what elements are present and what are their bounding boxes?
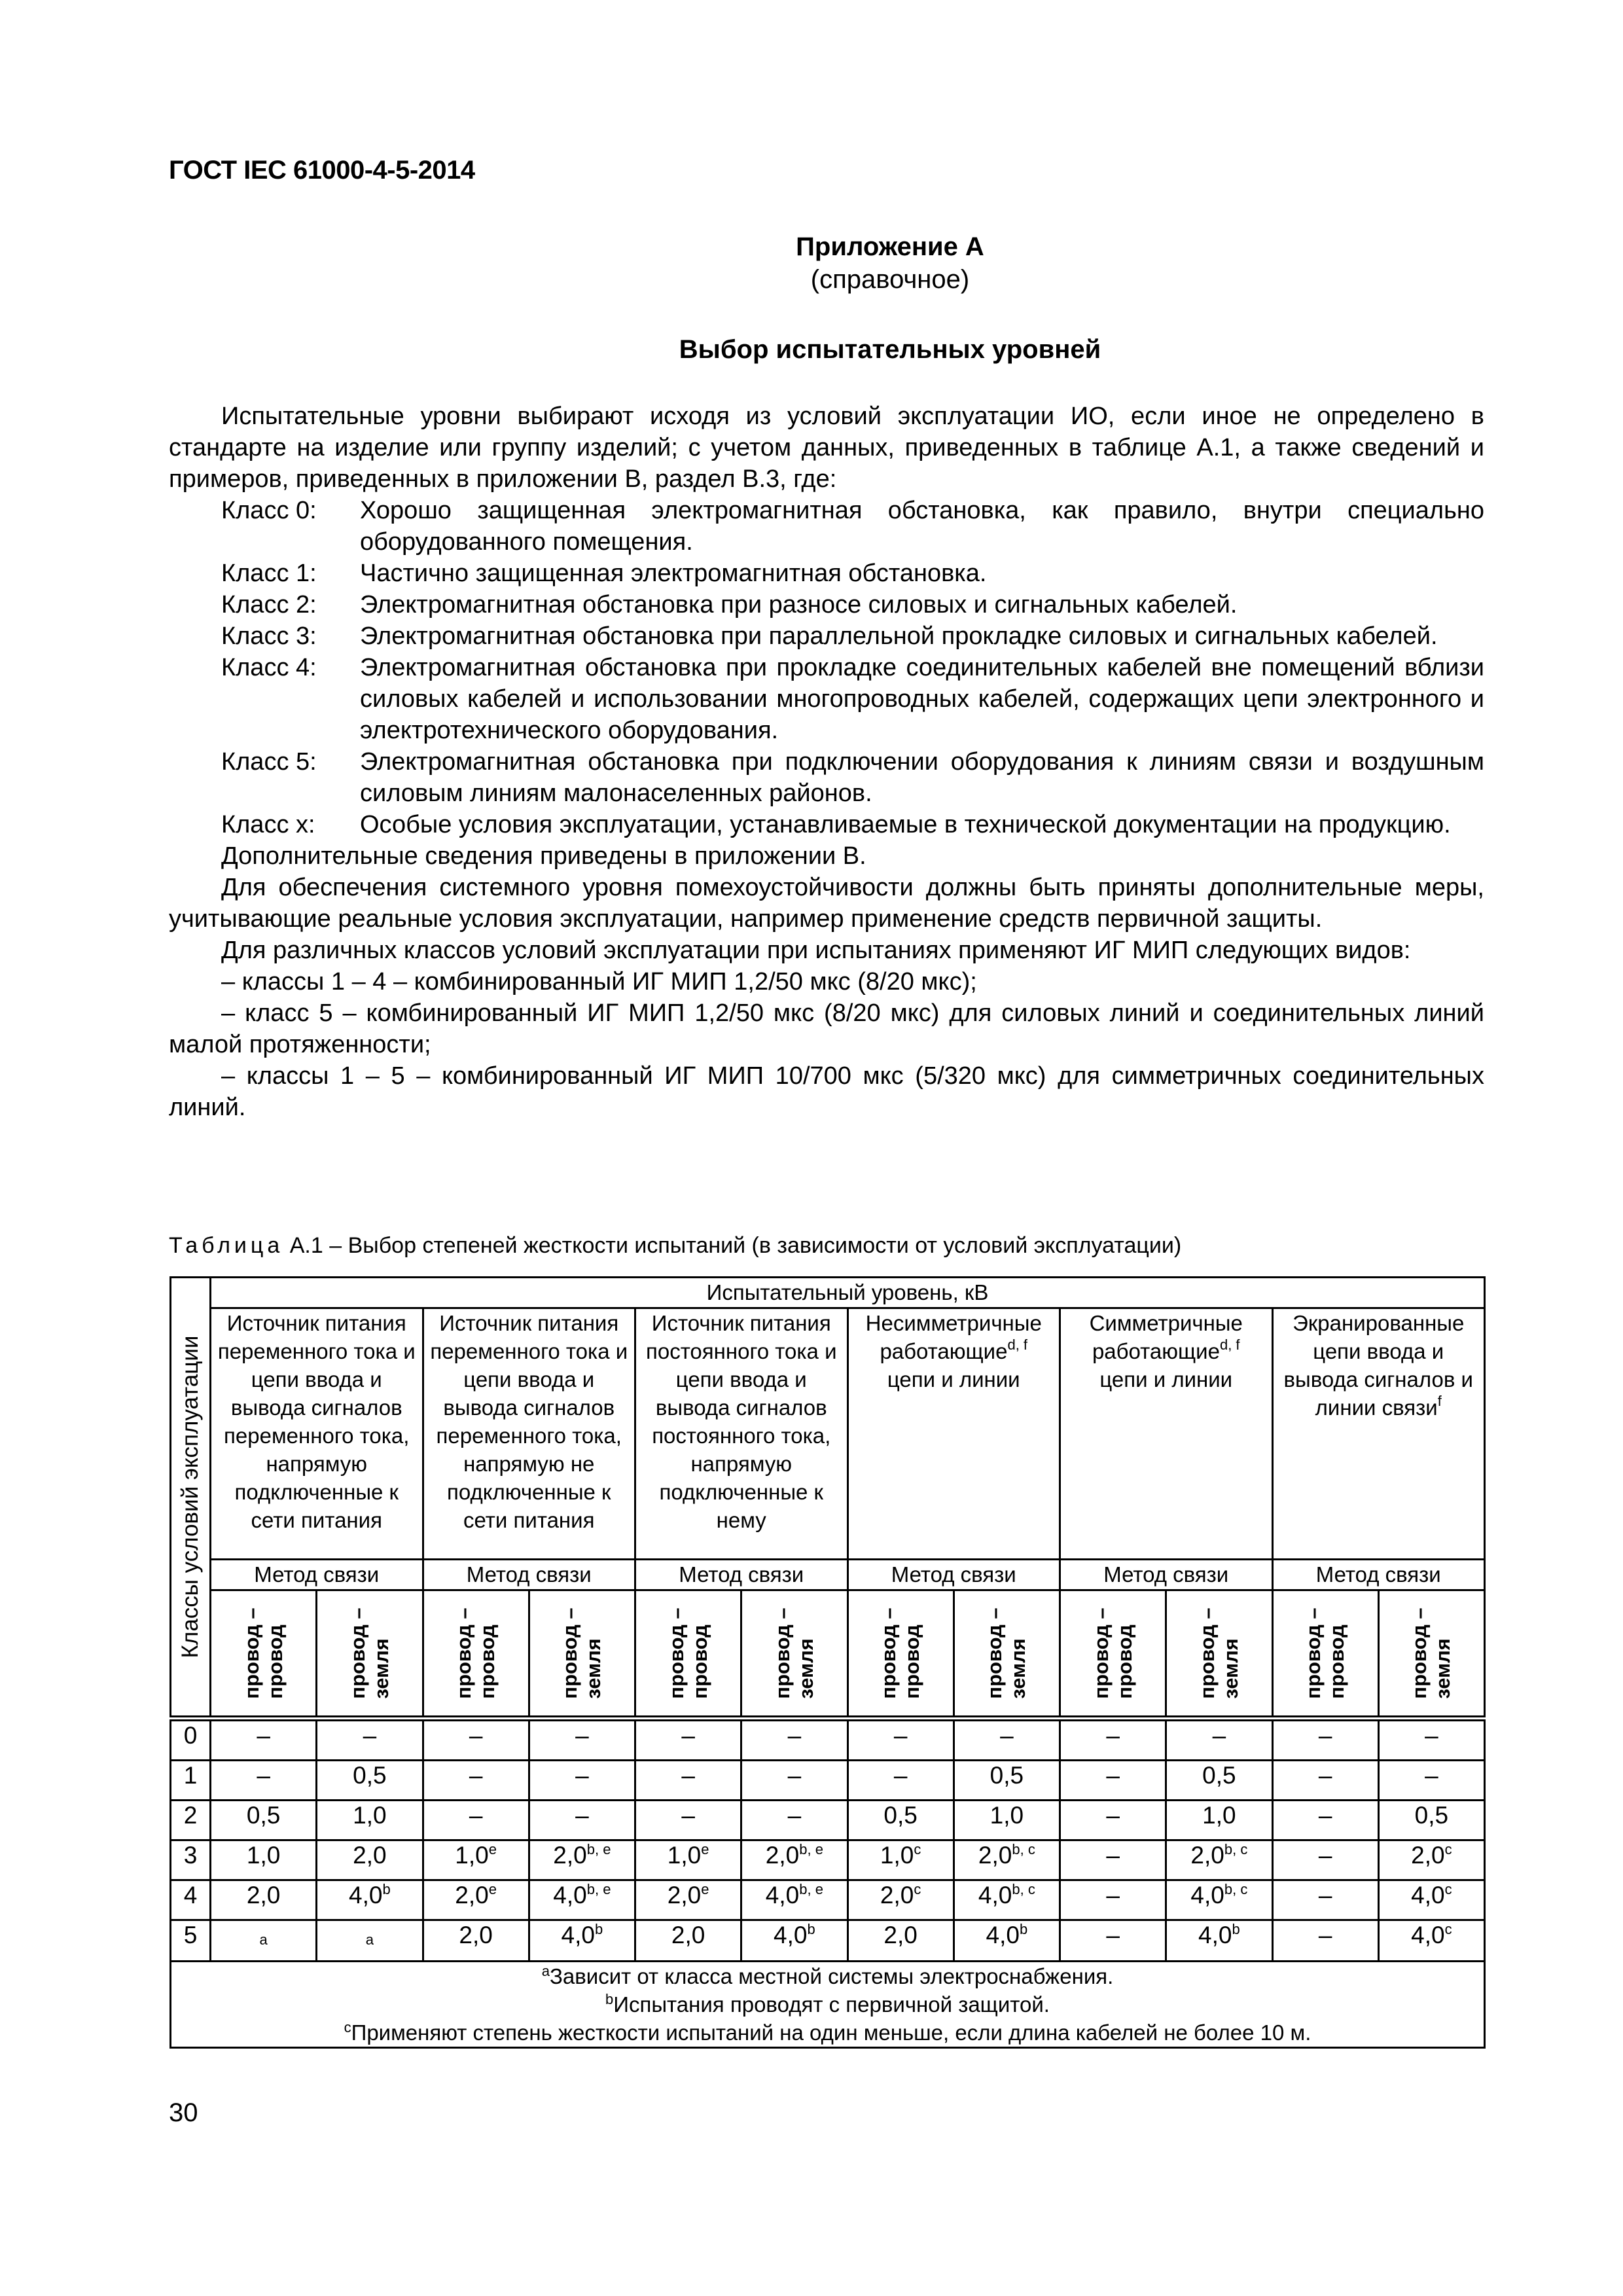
table-header-row bbox=[171, 1278, 1485, 1308]
level-cell bbox=[1272, 1880, 1378, 1920]
level-cell bbox=[741, 1920, 847, 1962]
class-column-header-text: Классы условий эксплуатации bbox=[177, 1335, 203, 1659]
footnote-mark: b bbox=[1232, 1921, 1240, 1937]
level-cell bbox=[954, 1880, 1060, 1920]
class-text: Электромагнитная обстановка при прокладке соединительных кабелей вне помещений вблизи силовых кабелей и использовании многопроводных кабелей, содержащих цепи электронного и электротехнического оборудования. bbox=[360, 654, 1484, 744]
level-cell bbox=[847, 1920, 954, 1962]
level-cell bbox=[1378, 1920, 1484, 1962]
level-value: 1,0 bbox=[353, 1802, 387, 1829]
coupling-header-text: провод – земля bbox=[1195, 1607, 1242, 1699]
footnote-mark: d, f bbox=[1219, 1336, 1240, 1353]
level-cell bbox=[529, 1719, 635, 1761]
footnotes-cell bbox=[171, 1962, 1485, 2048]
class-cell: 2 bbox=[171, 1801, 211, 1840]
coupling-header-text: провод – провод bbox=[664, 1607, 711, 1699]
table-caption-text: А.1 – Выбор степеней жесткости испытаний (в зависимости от условий эксплуатации) bbox=[283, 1233, 1182, 1258]
footnote bbox=[171, 1990, 1484, 2018]
method-label: Метод связи bbox=[423, 1560, 635, 1590]
coupling-header-text: провод – земля bbox=[983, 1607, 1030, 1699]
coupling-line-to-earth-header bbox=[1378, 1590, 1484, 1719]
level-cell bbox=[635, 1880, 741, 1920]
footnote-mark: a bbox=[365, 1931, 374, 1948]
level-cell bbox=[423, 1880, 529, 1920]
level-value: – bbox=[575, 1722, 589, 1749]
system-paragraph: Для обеспечения системного уровня помехоустойчивости должны быть приняты дополнительные меры, учитывающие реальные условия эксплуатации, например применение средств первичной защиты. bbox=[169, 874, 1484, 933]
level-value: – bbox=[1318, 1842, 1332, 1869]
appendix-subtitle: (справочное) bbox=[810, 265, 970, 294]
class-text: Электромагнитная обстановка при параллельной прокладке силовых и сигнальных кабелей. bbox=[360, 622, 1438, 650]
level-cell bbox=[1378, 1840, 1484, 1880]
class-label: Класс 5: bbox=[221, 748, 317, 776]
level-cell bbox=[1166, 1920, 1272, 1962]
class-item bbox=[221, 746, 1484, 809]
footnote-mark: b, c bbox=[1224, 1841, 1248, 1857]
level-cell bbox=[1166, 1801, 1272, 1840]
level-cell bbox=[211, 1719, 317, 1761]
footnote-mark: c bbox=[344, 2019, 351, 2036]
level-cell bbox=[741, 1880, 847, 1920]
level-cell bbox=[1060, 1761, 1166, 1801]
level-cell bbox=[635, 1719, 741, 1761]
level-cell bbox=[1272, 1719, 1378, 1761]
footnote-mark: c bbox=[1444, 1881, 1452, 1897]
group-header-dc: Источник питания постоянного тока и цепи ввода и вывода сигналов постоянного тока, напрямую подключенные к нему bbox=[635, 1308, 848, 1560]
level-header: Испытательный уровень, кВ bbox=[211, 1278, 1485, 1308]
level-value: 2,0 bbox=[353, 1842, 387, 1869]
footnote-mark: f bbox=[1437, 1393, 1442, 1409]
level-cell bbox=[1060, 1920, 1166, 1962]
coupling-line-to-line-header bbox=[1060, 1590, 1166, 1719]
footnote-mark: b bbox=[382, 1881, 391, 1897]
level-cell bbox=[529, 1880, 635, 1920]
level-value: 4,0 bbox=[1198, 1922, 1232, 1948]
level-cell bbox=[847, 1840, 954, 1880]
table-caption-prefix: Таблица bbox=[169, 1233, 284, 1258]
level-cell bbox=[317, 1801, 423, 1840]
footnote-mark: e bbox=[488, 1841, 497, 1857]
level-cell bbox=[954, 1761, 1060, 1801]
group-header-text: Несимметричные работающие bbox=[865, 1311, 1042, 1363]
level-value: – bbox=[469, 1722, 483, 1749]
level-value: 4,0 bbox=[765, 1882, 800, 1909]
class-item bbox=[221, 495, 1484, 558]
level-cell bbox=[847, 1801, 954, 1840]
footnote-mark: b, c bbox=[1012, 1881, 1035, 1897]
table-row bbox=[171, 1840, 1485, 1880]
class-label: Класс 1: bbox=[221, 560, 317, 587]
level-value: – bbox=[1106, 1842, 1120, 1869]
level-cell bbox=[1272, 1920, 1378, 1962]
coupling-header-text: провод – земля bbox=[1408, 1607, 1455, 1699]
footnote-mark: c bbox=[1444, 1841, 1452, 1857]
level-cell bbox=[1060, 1840, 1166, 1880]
level-cell bbox=[211, 1840, 317, 1880]
level-value: – bbox=[1318, 1722, 1332, 1749]
coupling-line-to-earth-header bbox=[529, 1590, 635, 1719]
level-cell bbox=[423, 1801, 529, 1840]
footnote-mark: a bbox=[259, 1931, 268, 1948]
bullet-item: – классы 1 – 4 – комбинированный ИГ МИП 1,2/50 мкс (8/20 мкс); bbox=[221, 968, 977, 996]
group-header-text: Экранированные цепи ввода и вывода сигналов и линии связи bbox=[1283, 1311, 1473, 1420]
level-value: – bbox=[681, 1762, 695, 1789]
method-label: Метод связи bbox=[211, 1560, 423, 1590]
coupling-header-text: провод – земля bbox=[346, 1607, 393, 1699]
group-header-ac-direct: Источник питания переменного тока и цепи ввода и вывода сигналов переменного тока, напрямую подключенные к сети питания bbox=[211, 1308, 423, 1560]
level-value: 2,0 bbox=[883, 1922, 918, 1948]
class-item bbox=[221, 589, 1484, 620]
level-cell bbox=[211, 1761, 317, 1801]
level-value: – bbox=[1106, 1882, 1120, 1909]
level-cell bbox=[741, 1761, 847, 1801]
class-text: Электромагнитная обстановка при разносе силовых и сигнальных кабелей. bbox=[360, 591, 1238, 619]
level-cell bbox=[423, 1719, 529, 1761]
level-cell bbox=[211, 1880, 317, 1920]
level-value: – bbox=[1425, 1722, 1438, 1749]
group-header-ac-indirect: Источник питания переменного тока и цепи ввода и вывода сигналов переменного тока, напрямую не подключенные к сети питания bbox=[423, 1308, 635, 1560]
section-title: Выбор испытательных уровней bbox=[679, 335, 1101, 364]
level-value: 0,5 bbox=[990, 1762, 1024, 1789]
footnote-mark: d, f bbox=[1007, 1336, 1028, 1353]
coupling-line-to-line-header bbox=[423, 1590, 529, 1719]
table-body bbox=[171, 1719, 1485, 1962]
level-cell bbox=[529, 1920, 635, 1962]
level-value: 4,0 bbox=[774, 1922, 808, 1948]
class-cell: 4 bbox=[171, 1880, 211, 1920]
test-level-table bbox=[169, 1276, 1486, 2049]
coupling-line-to-earth-header bbox=[1166, 1590, 1272, 1719]
coupling-line-to-line-header bbox=[1272, 1590, 1378, 1719]
level-cell bbox=[317, 1840, 423, 1880]
level-value: 1,0 bbox=[246, 1842, 281, 1869]
level-cell bbox=[1060, 1801, 1166, 1840]
level-value: 4,0 bbox=[978, 1882, 1012, 1909]
level-value: – bbox=[363, 1722, 377, 1749]
group-header-text: цепи и линии bbox=[1099, 1367, 1233, 1391]
level-value: – bbox=[1318, 1922, 1332, 1948]
level-cell bbox=[741, 1719, 847, 1761]
level-value: – bbox=[787, 1762, 802, 1789]
level-value: 4,0 bbox=[553, 1882, 587, 1909]
coupling-line-to-earth-header bbox=[317, 1590, 423, 1719]
level-value: 2,0 bbox=[553, 1842, 587, 1869]
level-cell bbox=[1378, 1761, 1484, 1801]
footnote-mark: b bbox=[807, 1921, 815, 1937]
bullet-item: – класс 5 – комбинированный ИГ МИП 1,2/50 мкс (8/20 мкс) для силовых линий и соединительных линий малой протяженности; bbox=[169, 999, 1484, 1058]
level-value: 0,5 bbox=[883, 1802, 918, 1829]
level-value: – bbox=[681, 1722, 695, 1749]
footnotes-row bbox=[171, 1962, 1485, 2048]
footnote bbox=[171, 2018, 1484, 2047]
class-column-header bbox=[171, 1278, 211, 1719]
level-cell bbox=[423, 1840, 529, 1880]
group-header-row bbox=[171, 1308, 1485, 1560]
level-value: – bbox=[469, 1802, 483, 1829]
level-cell bbox=[847, 1719, 954, 1761]
intro-paragraph: Испытательные уровни выбирают исходя из условий эксплуатации ИО, если иное не определено в стандарте на изделие или группу изделий; с учетом данных, приведенных в таблице А.1, а также сведений и примеров, приведенных в приложении В, раздел В.3, где: bbox=[169, 403, 1484, 493]
document-code: ГОСТ IEC 61000-4-5-2014 bbox=[169, 156, 475, 185]
coupling-line-to-earth-header bbox=[954, 1590, 1060, 1719]
level-cell bbox=[211, 1801, 317, 1840]
level-value: 1,0 bbox=[667, 1842, 702, 1869]
level-value: – bbox=[1425, 1762, 1438, 1789]
level-cell bbox=[1166, 1761, 1272, 1801]
footnote-mark: a bbox=[541, 1963, 550, 1979]
level-value: 4,0 bbox=[986, 1922, 1020, 1948]
class-item bbox=[221, 809, 1484, 840]
footnote-mark: e bbox=[701, 1881, 709, 1897]
level-cell bbox=[1166, 1719, 1272, 1761]
level-cell bbox=[954, 1840, 1060, 1880]
level-cell bbox=[317, 1880, 423, 1920]
level-cell bbox=[847, 1761, 954, 1801]
group-header-unsymmetrical bbox=[847, 1308, 1060, 1560]
level-value: – bbox=[1318, 1762, 1332, 1789]
table-row bbox=[171, 1880, 1485, 1920]
method-row bbox=[171, 1560, 1485, 1590]
table-row bbox=[171, 1719, 1485, 1761]
class-item bbox=[221, 558, 1484, 589]
footnote-mark: e bbox=[488, 1881, 497, 1897]
footnote-mark: c bbox=[1444, 1921, 1452, 1937]
additional-paragraph: Дополнительные сведения приведены в приложении В. bbox=[221, 842, 866, 870]
method-label: Метод связи bbox=[847, 1560, 1060, 1590]
level-value: – bbox=[893, 1722, 908, 1749]
level-value: – bbox=[1106, 1762, 1120, 1789]
footnote-mark: e bbox=[701, 1841, 709, 1857]
level-cell bbox=[1378, 1719, 1484, 1761]
footnote-text: Применяют степень жесткости испытаний на один меньше, если длина кабелей не более 10 м. bbox=[351, 2020, 1311, 2045]
page-number: 30 bbox=[169, 2098, 198, 2127]
level-value: 0,5 bbox=[1202, 1762, 1236, 1789]
level-value: 4,0 bbox=[1411, 1922, 1445, 1948]
footnote-mark: b, e bbox=[586, 1841, 611, 1857]
level-value: – bbox=[787, 1802, 802, 1829]
level-cell bbox=[954, 1920, 1060, 1962]
level-cell bbox=[954, 1801, 1060, 1840]
level-cell bbox=[317, 1761, 423, 1801]
method-label: Метод связи bbox=[1272, 1560, 1485, 1590]
level-cell bbox=[317, 1920, 423, 1962]
level-value: – bbox=[1106, 1802, 1120, 1829]
level-cell bbox=[1166, 1880, 1272, 1920]
class-cell: 0 bbox=[171, 1719, 211, 1761]
level-cell bbox=[954, 1719, 1060, 1761]
table-row bbox=[171, 1801, 1485, 1840]
class-label: Класс x: bbox=[221, 811, 315, 838]
level-value: 2,0 bbox=[978, 1842, 1012, 1869]
class-cell: 1 bbox=[171, 1761, 211, 1801]
level-value: – bbox=[1000, 1722, 1014, 1749]
class-label: Класс 0: bbox=[221, 497, 317, 524]
level-value: – bbox=[469, 1762, 483, 1789]
level-cell bbox=[1060, 1719, 1166, 1761]
level-value: 2,0 bbox=[455, 1882, 489, 1909]
level-cell bbox=[1272, 1761, 1378, 1801]
level-value: 0,5 bbox=[353, 1762, 387, 1789]
level-value: – bbox=[1318, 1882, 1332, 1909]
level-value: 4,0 bbox=[1190, 1882, 1224, 1909]
coupling-line-to-line-header bbox=[847, 1590, 954, 1719]
footnote-mark: b, c bbox=[1224, 1881, 1248, 1897]
level-cell bbox=[1166, 1840, 1272, 1880]
table-row bbox=[171, 1761, 1485, 1801]
level-cell bbox=[423, 1920, 529, 1962]
level-value: 2,0 bbox=[1411, 1842, 1445, 1869]
body-text bbox=[169, 401, 1484, 1123]
coupling-line-to-line-header bbox=[211, 1590, 317, 1719]
level-cell bbox=[529, 1801, 635, 1840]
footnote-mark: b, e bbox=[799, 1881, 823, 1897]
bullet-item: – классы 1 – 5 – комбинированный ИГ МИП 10/700 мкс (5/320 мкс) для симметричных соединительных линий. bbox=[169, 1062, 1484, 1121]
class-label: Класс 3: bbox=[221, 622, 317, 650]
footnote bbox=[171, 1962, 1484, 1990]
footnote-mark: b bbox=[1019, 1921, 1028, 1937]
class-label: Класс 4: bbox=[221, 654, 317, 681]
class-item bbox=[221, 652, 1484, 746]
footnote-mark: b, e bbox=[586, 1881, 611, 1897]
coupling-line-to-line-header bbox=[635, 1590, 741, 1719]
table-caption bbox=[169, 1233, 1181, 1259]
level-value: 2,0 bbox=[880, 1882, 914, 1909]
level-value: 2,0 bbox=[246, 1882, 281, 1909]
appendix-title: Приложение А bbox=[796, 232, 984, 261]
group-header-symmetrical bbox=[1060, 1308, 1273, 1560]
level-cell bbox=[529, 1761, 635, 1801]
level-cell bbox=[1272, 1840, 1378, 1880]
method-label: Метод связи bbox=[1060, 1560, 1273, 1590]
table-row bbox=[171, 1920, 1485, 1962]
coupling-header-text: провод – провод bbox=[240, 1607, 287, 1699]
footnote-text: Испытания проводят с первичной защитой. bbox=[613, 1992, 1050, 2017]
coupling-header-text: провод – земля bbox=[770, 1607, 817, 1699]
level-value: 2,0 bbox=[1190, 1842, 1224, 1869]
level-value: 2,0 bbox=[765, 1842, 800, 1869]
coupling-subheader-row bbox=[171, 1590, 1485, 1719]
level-cell bbox=[529, 1840, 635, 1880]
footnote-text: Зависит от класса местной системы электроснабжения. bbox=[549, 1964, 1114, 1988]
class-text: Хорошо защищенная электромагнитная обстановка, как правило, внутри специально оборудованного помещения. bbox=[360, 497, 1484, 556]
level-value: – bbox=[575, 1762, 589, 1789]
class-text: Особые условия эксплуатации, устанавливаемые в технической документации на продукцию. bbox=[360, 811, 1451, 838]
class-list bbox=[169, 495, 1484, 840]
level-value: – bbox=[1318, 1802, 1332, 1829]
footnote-mark: b bbox=[605, 1991, 614, 2007]
level-cell bbox=[211, 1920, 317, 1962]
level-value: – bbox=[257, 1762, 270, 1789]
class-cell: 5 bbox=[171, 1920, 211, 1962]
class-label: Класс 2: bbox=[221, 591, 317, 619]
footnote-mark: c bbox=[914, 1881, 921, 1897]
level-value: – bbox=[257, 1722, 270, 1749]
level-value: – bbox=[787, 1722, 802, 1749]
level-cell bbox=[635, 1840, 741, 1880]
group-header-text: цепи и линии bbox=[887, 1367, 1020, 1391]
coupling-header-text: провод – провод bbox=[1302, 1607, 1349, 1699]
level-cell bbox=[1378, 1801, 1484, 1840]
footnote-mark: b, e bbox=[799, 1841, 823, 1857]
level-value: 1,0 bbox=[455, 1842, 489, 1869]
level-cell bbox=[635, 1761, 741, 1801]
level-value: 0,5 bbox=[246, 1802, 281, 1829]
coupling-header-text: провод – провод bbox=[877, 1607, 924, 1699]
level-value: – bbox=[893, 1762, 908, 1789]
level-value: 2,0 bbox=[459, 1922, 493, 1948]
level-cell bbox=[1060, 1880, 1166, 1920]
level-value: 2,0 bbox=[671, 1922, 705, 1948]
level-value: 1,0 bbox=[990, 1802, 1024, 1829]
level-value: 4,0 bbox=[561, 1922, 595, 1948]
level-cell bbox=[1378, 1880, 1484, 1920]
level-value: 4,0 bbox=[349, 1882, 383, 1909]
class-text: Частично защищенная электромагнитная обстановка. bbox=[360, 560, 987, 587]
level-value: 4,0 bbox=[1411, 1882, 1445, 1909]
footnote-mark: b bbox=[594, 1921, 603, 1937]
level-cell bbox=[635, 1801, 741, 1840]
coupling-header-text: провод – земля bbox=[558, 1607, 605, 1699]
class-text: Электромагнитная обстановка при подключении оборудования к линиям связи и воздушным силовым линиям малонаселенных районов. bbox=[360, 748, 1484, 807]
level-cell bbox=[847, 1880, 954, 1920]
level-cell bbox=[423, 1761, 529, 1801]
level-cell bbox=[635, 1920, 741, 1962]
level-value: – bbox=[1106, 1922, 1120, 1948]
class-cell: 3 bbox=[171, 1840, 211, 1880]
level-cell bbox=[741, 1801, 847, 1840]
level-value: – bbox=[575, 1802, 589, 1829]
level-value: 2,0 bbox=[667, 1882, 702, 1909]
level-value: 1,0 bbox=[1202, 1802, 1236, 1829]
group-header-shielded bbox=[1272, 1308, 1485, 1560]
level-value: – bbox=[1106, 1722, 1120, 1749]
coupling-line-to-earth-header bbox=[741, 1590, 847, 1719]
method-label: Метод связи bbox=[635, 1560, 848, 1590]
footnote-mark: c bbox=[914, 1841, 921, 1857]
level-cell bbox=[1272, 1801, 1378, 1840]
level-value: 1,0 bbox=[880, 1842, 914, 1869]
coupling-header-text: провод – провод bbox=[452, 1607, 499, 1699]
level-value: – bbox=[1212, 1722, 1226, 1749]
level-cell bbox=[317, 1719, 423, 1761]
class-item bbox=[221, 620, 1484, 652]
level-value: 0,5 bbox=[1414, 1802, 1449, 1829]
footnote-mark: b, c bbox=[1012, 1841, 1035, 1857]
level-value: – bbox=[681, 1802, 695, 1829]
coupling-header-text: провод – провод bbox=[1089, 1607, 1136, 1699]
generators-paragraph: Для различных классов условий эксплуатации при испытаниях применяют ИГ МИП следующих видов: bbox=[221, 937, 1411, 964]
group-header-text: Симметричные работающие bbox=[1089, 1311, 1243, 1363]
level-cell bbox=[741, 1840, 847, 1880]
